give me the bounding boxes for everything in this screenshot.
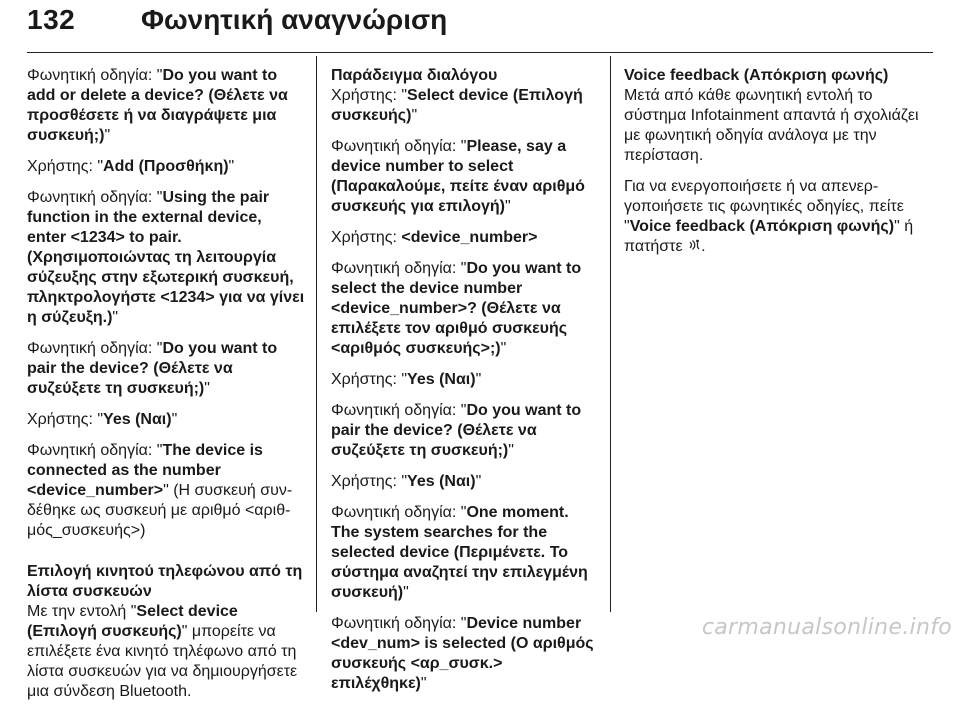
- body-paragraph: Για να ενεργοποιήσετε ή να απενεργοποιήσετε τις φωνητικές οδηγίες, πείτε "Voice feedback (Απόκριση φωνής)" ή πατήστε .: [624, 178, 914, 255]
- body-paragraph: Μετά από κάθε φωνητική εντολή το σύστημα Infotainment απαντά ή σχολιάζει με φωνητική οδηγία ανάλογα με την περίσταση.: [624, 87, 919, 164]
- voice-command-icon: [687, 239, 701, 255]
- page-title: Φωνητική αναγνώριση: [141, 4, 448, 35]
- page-number: 132: [27, 4, 76, 35]
- dialog-line: Φωνητική οδηγία: "Do you want to add or delete a device? (Θέλετε να προσθέσετε ή να διαγράψετε μια συσκευή;)": [27, 67, 288, 144]
- page-header: [27, 0, 933, 53]
- dialog-line: Φωνητική οδηγία: "One moment. The system searches for the selected device (Περιμένετε. Το σύστημα αναζητεί την επιλεγμένη συσκευή)": [331, 504, 588, 601]
- dialog-line: Φωνητική οδηγία: "Do you want to pair the device? (Θέλετε να συζεύξετε τη συσκευή;)": [27, 340, 278, 397]
- dialog-line: Χρήστης: "Add (Προσθήκη)": [27, 158, 235, 175]
- dialog-line: Φωνητική οδηγία: "Do you want to select the device number <device_number>? (Θέλετε να επιλέξετε τον αριθμό συσκευής <αριθμός συσκευής>;)": [331, 260, 582, 357]
- dialog-line: Χρήστης: "Yes (Ναι)": [331, 473, 482, 490]
- column-right: [624, 66, 928, 268]
- column-left: [27, 66, 305, 713]
- watermark: carmanualsonline.info: [701, 615, 952, 640]
- column-divider: [316, 56, 317, 612]
- section-heading: Voice feedback (Απόκριση φωνής): [624, 67, 889, 84]
- dialog-line: Χρήστης: <device_number>: [331, 229, 538, 246]
- dialog-line: Φωνητική οδηγία: "Device number <dev_num> is selected (Ο αριθμός συσκευής <αρ_συσκ.> επιλέχθηκε)": [331, 615, 594, 692]
- dialog-line: Φωνητική οδηγία: "The device is connected as the number <device_number>" (Η συσκευή συνδέθηκε ως συσκευή με αριθμό <αριθμός_συσκευής>): [27, 442, 293, 539]
- dialog-line: Χρήστης: "Select device (Επιλογή συσκευής)": [331, 87, 583, 124]
- section-heading: Επιλογή κινητού τηλεφώνου από τη λίστα συσκευών: [27, 563, 303, 600]
- body-paragraph: Με την εντολή "Select device (Επιλογή συσκευής)" μπορείτε να επιλέξετε ένα κινητό τηλέφωνο από τη λίστα συσκευών για να δημιουργήσετε μια σύνδεση Bluetooth.: [27, 603, 298, 700]
- section-heading: Παράδειγμα διαλόγου: [331, 67, 498, 84]
- dialog-line: Φωνητική οδηγία: "Please, say a device number to select (Παρακαλούμε, πείτε έναν αριθμό συσκευής για επιλογή)": [331, 138, 585, 215]
- dialog-line: Χρήστης: "Yes (Ναι)": [331, 371, 482, 388]
- dialog-line: Φωνητική οδηγία: "Do you want to pair the device? (Θέλετε να συζεύξετε τη συσκευή;)": [331, 402, 582, 459]
- column-divider: [610, 56, 611, 612]
- dialog-line: Φωνητική οδηγία: "Using the pair function in the external device, enter <1234> to pair. (Χρησιμοποιώντας τη λειτουργία σύζευξης στην εξωτερική συσκευή, πληκτρολογήστε <1234> για να γίνει η σύζευξη.)": [27, 189, 305, 326]
- column-middle: [331, 66, 599, 705]
- dialog-line: Χρήστης: "Yes (Ναι)": [27, 411, 178, 428]
